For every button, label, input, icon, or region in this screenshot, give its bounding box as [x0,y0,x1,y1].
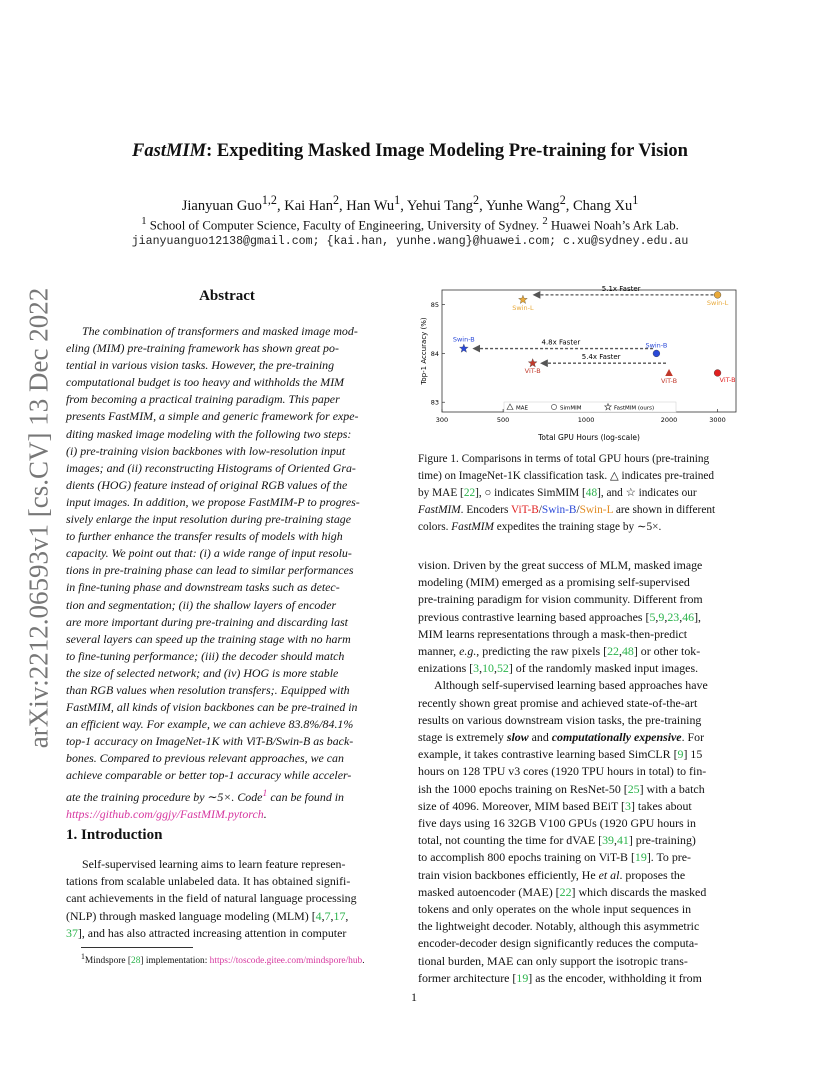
author: Kai Han [284,197,333,214]
author-affiliation-mark: 2 [559,193,566,207]
simmim-point [653,350,660,357]
point-label: Swin-B [452,335,475,344]
abstract-line: are more important during pre-training and discarding last [66,614,348,629]
fastmim-point [519,295,528,303]
speedup-label: 5.1x Faster [601,285,641,293]
intro-line: tations from scalable unlabeled data. It has obtained signifi- [66,874,351,889]
legend-label: SimMIM [560,405,582,412]
x-tick-label: 1000 [577,416,595,424]
legend-label: FastMIM (ours) [614,405,655,412]
fastmim-point [528,359,537,367]
abstract-line: achieve comparable or better top-1 accuracy while acceler- [66,768,352,783]
legend-label: MAE [516,405,528,412]
speedup-label: 4.8x Faster [541,338,581,347]
author-affiliation-mark: 1 [632,193,639,207]
abstract-line: presents FastMIM, a simple and generic framework for expe- [66,409,359,424]
abstract-line: The combination of transformers and masked image mod- [82,324,358,338]
citation[interactable]: 7 [324,908,331,923]
abstract-line: tion and segmentation; (ii) the shallow layers of encoder [66,597,337,612]
abstract-line: to fine-tuning performance; (iii) the decoder should match [66,648,345,663]
x-tick-label: 2000 [660,416,678,424]
author: Jianyuan Guo [181,197,262,214]
simmim-point [714,291,721,298]
abstract-line: tential in various vision tasks. However, the pre-training [66,358,335,373]
intro-line: Self-supervised learning aims to learn feature represen- [82,857,346,871]
abstract-line: computational budget is too heavy and withholds the MIM [66,375,345,390]
author-affiliation-mark: 1,2 [261,193,277,207]
abstract-line: images; and (ii) reconstructing Histograms of Oriented Gra- [66,460,356,475]
abstract-body: The combination of transformers and masked image mod- eling (MIM) pre-training framework has shown great po- tential in various vision tasks. However, the pre-training computational budget is too heavy and withholds the MIM from becoming a practical training paradigm. This paper presents FastMIM, a simple and generic framework for expe- diting masked image modeling with the following two steps: (i) pre-training vision backbones with low-resolution input images; and (ii) reconstructing Histograms of Oriented Gra- dients (HOG) feature instead of original RGB values of the input images. In addition, we propose FastMIM-P to progres- sively enlarge the input resolution during pre-training stage to further enhance the transfer results of models with high capacity. We point out that: (i) a wide range of input resolu- tions in pre-training phase can lead to similar performances in fine-tuning phase and downstream tasks such as detec- tion and segmentation; (ii) the shallow layers of encoder are more important during pre-training and discarding last several layers can speed up the training stage with no harm to fine-tuning performance; (iii) the decoder should match the size of selected network; and (iv) HOG is more stable than RGB values when resolution transfers;. Equipped with FastMIM, all kinds of vision backbones can be pre-trained in an efficient way. For example, we can achieve 83.8%/84.1% top-1 accuracy on ImageNet-1K with ViT-B/Swin-B as back- bones. Compared to previous relevant approaches, we can achieve comparable or better top-1 accuracy while acceler- ate the training procedure by ∼5×. Code$^1$ can be found in https://github.com/ggjy/FastMIM.pytorch. [66,323,388,823]
abstract-line: diting masked image modeling with the following two steps: [66,426,352,441]
fastmim-point [459,344,468,352]
citation[interactable]: 4 [315,908,322,923]
page-number: 1 [411,990,417,1004]
abstract-line: (i) pre-training vision backbones with low-resolution input [66,443,346,458]
abstract-line: input images. In addition, we propose FastMIM-P to progres- [66,494,360,509]
point-label: ViT-B [660,376,678,385]
y-tick-label: 84 [430,349,439,358]
mindspore-link[interactable]: https://toscode.gitee.com/mindspore/hub [209,956,363,967]
abstract-heading: Abstract [199,288,255,304]
x-tick-label: 3000 [709,416,726,424]
intro-line: cant achievements in the field of natural language processing [66,891,357,906]
abstract-line: FastMIM, all kinds of vision backbones can be pre-trained in [66,700,358,715]
author-affiliation-mark: 2 [473,193,480,207]
x-axis-label: Total GPU Hours (log-scale) [538,433,640,442]
abstract-line: to further enhance the transfer results of models with high [66,529,343,544]
speedup-label: 5.4x Faster [581,353,621,362]
abstract-line: eling (MIM) pre-training framework has shown great po- [66,341,339,356]
affiliations: $^1$ School of Computer Science, Faculty of Engineering, University of Sydney. $^2$ Huawei Noah’s Ark Lab. [141,216,679,233]
abstract-line: capacity. We point out that: (i) a wide range of input resolu- [66,546,352,561]
section-heading-introduction: 1. Introduction [66,827,163,843]
citation[interactable]: 17 [333,908,346,923]
abstract-line: an efficient way. For example, we can achieve 83.8%/84.1% [66,717,354,732]
citation[interactable]: 37 [66,925,78,940]
abstract-line: bones. Compared to previous relevant approaches, we can [66,751,344,766]
point-label: Swin-L [512,303,534,312]
author-list: Jianyuan Guo$^{1,2}$, Kai Han$^2$, Han Wu$^1$, Yehui Tang$^2$, Yunhe Wang$^2$, Chang Xu$^1$ [181,193,639,214]
abstract-line: tions in pre-training phase can lead to similar performances [66,563,354,578]
abstract-line: several layers can speed up the training stage with no harm [66,631,351,646]
abstract-line: from becoming a practical training paradigm. This paper [66,392,340,407]
y-tick-label: 85 [430,301,439,310]
abstract-line: dients (HOG) feature instead of original RGB values of the [66,477,348,492]
author-affiliation-mark: 1 [394,193,401,207]
code-link[interactable]: https://github.com/ggjy/FastMIM.pytorch [66,806,264,821]
point-label: Swin-L [706,298,729,307]
arxiv-identifier: arXiv:2212.06593v1 [cs.CV] 13 Dec 2022 [23,287,54,749]
footnote: $^1$Mindspore [28] implementation: https://toscode.gitee.com/mindspore/hub. [81,952,365,967]
y-tick-label: 83 [430,398,439,407]
mae-point [665,369,673,376]
abstract-line: the size of selected network; and (iv) HOG is more stable [66,665,339,680]
point-label: ViT-B [719,375,736,384]
author: Han Wu [346,197,395,214]
point-label: Swin-B [645,341,668,350]
author: Yunhe Wang [485,197,560,214]
point-label: ViT-B [524,367,541,376]
author-emails: jianyuanguo12138@gmail.com; {kai.han, yunhe.wang}@huawei.com; c.xu@sydney.edu.au [131,235,689,248]
author: Chang Xu [572,197,633,214]
paper-title: FastMIM: Expediting Masked Image Modeling Pre-training for Vision [132,141,688,161]
abstract-line: top-1 accuracy on ImageNet-1K with ViT-B/Swin-B as back- [66,734,354,749]
footnote-rule [81,947,193,948]
intro-paragraph: Self-supervised learning aims to learn feature represen- tations from scalable unlabeled data. It has obtained signifi- cant achievements in the field of natural language processing (NLP) through masked language modeling (MLM) [4,7,17, 37], and has also attracted increasing attention in computer [66,856,388,942]
abstract-line: sively enlarge the input resolution during pre-training stage [66,512,352,527]
abstract-line: in fine-tuning phase and downstream tasks such as detec- [66,580,340,595]
right-column-text: vision. Driven by the great success of MLM, masked image modeling (MIM) emerged as a promising self-supervised pre-training paradigm for vision community. Different from previous contrastive learning based approaches [5,9,23,46], MIM learns representations through a mask-then-predict manner, e.g., predicting the raw pixels [22,48] or other tok- enizations [3,10,52] of the randomly masked input images. Although self-supervised learning based approaches have recently shown great promise and achieved state-of-the-art results on various downstream vision tasks, the pre-training stage is extremely slow and computationally expensive. For example, it takes contrastive learning based SimCLR [9] 15 hours on 128 TPU v3 cores (1920 TPU hours in total) to fin- ish the 1000 epochs training on ResNet-50 [25] with a batch size of 4096. Moreover, MIM based BEiT [3] takes about five days using 16 32GB V100 GPUs (1920 GPU hours in total, not counting the time for dVAE [39,41] pre-training) to accomplish 800 epochs training on ViT-B [19]. To pre- train vision backbones efficiently, He et al. proposes the masked autoencoder (MAE) [22] which discards the masked tokens and only operates on the whole input sequences in the lightweight decoder. Notably, although this asymmetric encoder-decoder design significantly reduces the computa- tional burden, MAE can only support the isotropic trans- former architecture [19] as the encoder, withholding it from [418,558,708,985]
author-affiliation-mark: 2 [332,193,339,207]
x-tick-label: 500 [496,416,510,424]
y-axis-label: Top-1 Accuracy (%) [420,317,428,385]
plot-frame [442,290,736,412]
author: Yehui Tang [406,197,474,214]
abstract-line: than RGB values when resolution transfers;. Equipped with [66,682,350,697]
figure-1-caption: Figure 1. Comparisons in terms of total GPU hours (pre-training time) on ImageNet-1K classification task. △ indicates pre-trained by MAE [22], ○ indicates SimMIM [48], and ☆ indicates our FastMIM. Encoders ViT-B/Swin-B/Swin-L are shown in different colors. FastMIM expedites the training stage by ∼5×. [418,453,716,534]
x-tick-label: 300 [435,416,449,424]
figure-1-chart [418,285,740,447]
